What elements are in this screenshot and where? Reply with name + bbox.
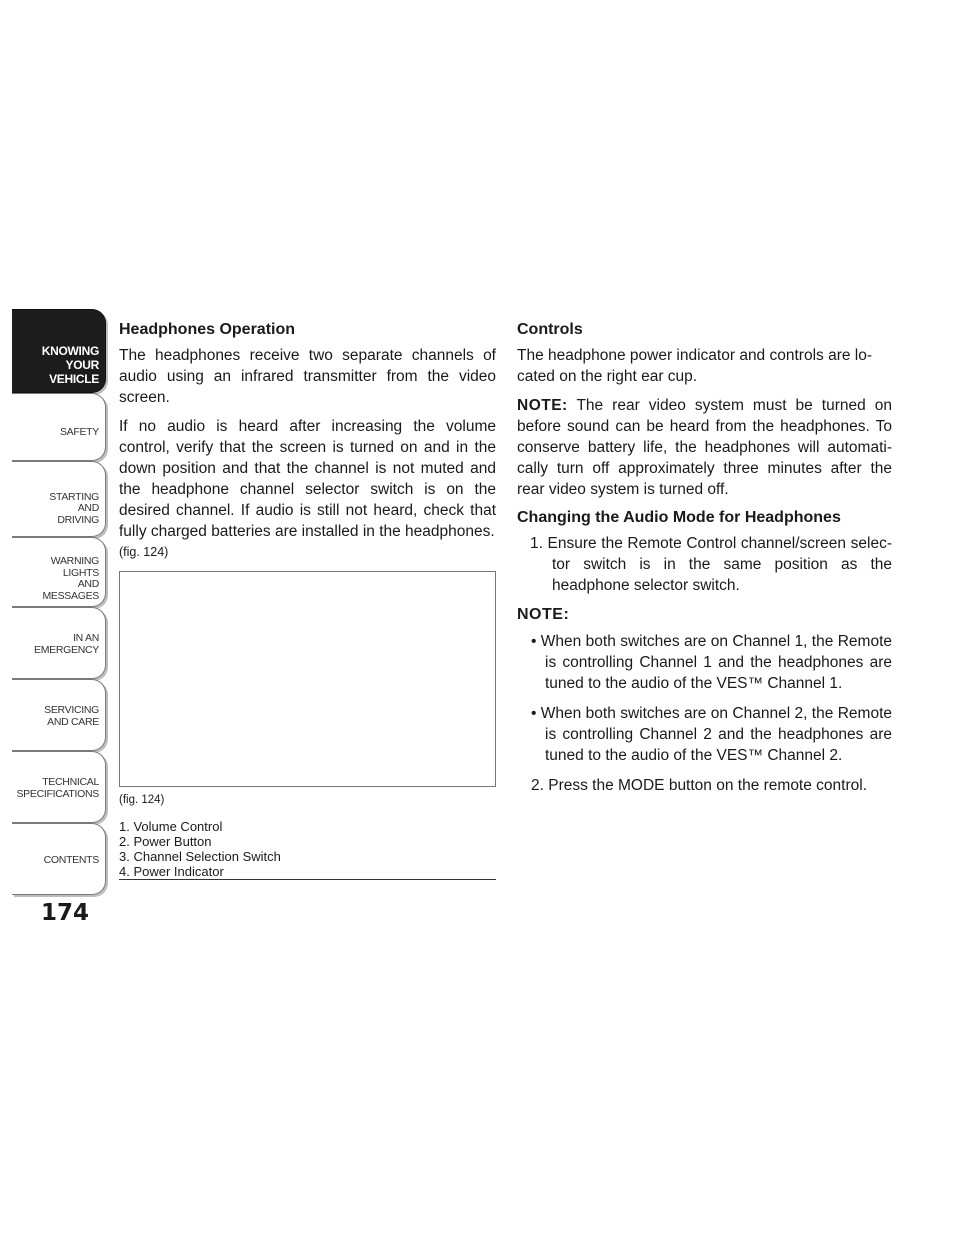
tab-technical-specifications[interactable] bbox=[12, 751, 106, 823]
tab-label: WARNING LIGHTS AND MESSAGES bbox=[42, 555, 99, 602]
tab-in-an-emergency[interactable] bbox=[12, 607, 106, 679]
note-label: NOTE: bbox=[517, 606, 570, 623]
right-column bbox=[517, 320, 892, 805]
tab-safety[interactable] bbox=[12, 393, 106, 461]
caption-figure-number: (fig. 124) bbox=[119, 794, 165, 806]
caption-divider bbox=[119, 879, 496, 880]
tab-label: TECHNICAL SPECIFICATIONS bbox=[16, 776, 99, 800]
bullet-item: • When both switches are on Channel 2, the Remote is controlling Channel 2 and the headphones are tuned to the audio of the VES™ Channel 2. bbox=[531, 705, 892, 764]
note-label: NOTE: bbox=[517, 397, 568, 414]
note-paragraph bbox=[517, 395, 892, 500]
left-column bbox=[119, 320, 496, 563]
note-text: The rear video system must be turned on before sound can be heard from the headphones. To conserve battery life, the headphones will automati-cally turn off approximately three minutes after the rear video system is turned off. bbox=[517, 397, 892, 498]
tab-starting-and-driving[interactable] bbox=[12, 461, 106, 537]
paragraph-text: If no audio is heard after increasing the volume control, verify that the screen is turned on and in the down position and that the channel is not muted and the headphone channel selector switch is on the desired channel. If audio is still not heard, check that fully charged batteries are installed in the headphones. bbox=[119, 418, 496, 540]
figure-image-placeholder bbox=[119, 571, 496, 787]
tab-label: STARTING AND DRIVING bbox=[49, 490, 99, 526]
bullet-item: • When both switches are on Channel 1, the Remote is controlling Channel 1 and the headphones are tuned to the audio of the VES™ Channel 1. bbox=[531, 633, 892, 692]
section-heading: Changing the Audio Mode for Headphones bbox=[517, 509, 841, 526]
figure-reference[interactable]: (fig. 124) bbox=[119, 545, 169, 559]
caption-item: 2. Power Button bbox=[119, 834, 212, 849]
tab-label: SAFETY bbox=[59, 425, 99, 438]
tab-knowing-your-vehicle[interactable] bbox=[12, 309, 106, 393]
paragraph bbox=[119, 416, 496, 542]
section-heading: Headphones Operation bbox=[119, 321, 296, 338]
paragraph: The headphone power indicator and controls are lo-cated on the right ear cup. bbox=[517, 347, 873, 385]
tab-label: KNOWING YOUR VEHICLE bbox=[41, 344, 99, 386]
caption-item: 1. Volume Control bbox=[119, 819, 223, 834]
page-number: 174 bbox=[41, 900, 90, 926]
paragraph: The headphones receive two separate channels of audio using an infrared transmitter from the video screen. bbox=[119, 347, 496, 406]
caption-item: 3. Channel Selection Switch bbox=[119, 849, 281, 864]
tab-label: IN AN EMERGENCY bbox=[34, 632, 99, 656]
section-heading: Controls bbox=[517, 321, 583, 338]
tab-warning-lights[interactable] bbox=[12, 537, 106, 607]
caption-item: 4. Power Indicator bbox=[119, 864, 224, 879]
step-item: 2. Press the MODE button on the remote control. bbox=[531, 777, 867, 794]
tab-contents[interactable] bbox=[12, 823, 106, 895]
tab-servicing-and-care[interactable] bbox=[12, 679, 106, 751]
step-item: 1. Ensure the Remote Control channel/screen selec-tor switch is in the same position as the headphone selector switch. bbox=[530, 535, 892, 594]
tab-label: CONTENTS bbox=[43, 853, 99, 866]
tab-label: SERVICING AND CARE bbox=[44, 704, 99, 728]
figure-caption bbox=[119, 793, 496, 879]
